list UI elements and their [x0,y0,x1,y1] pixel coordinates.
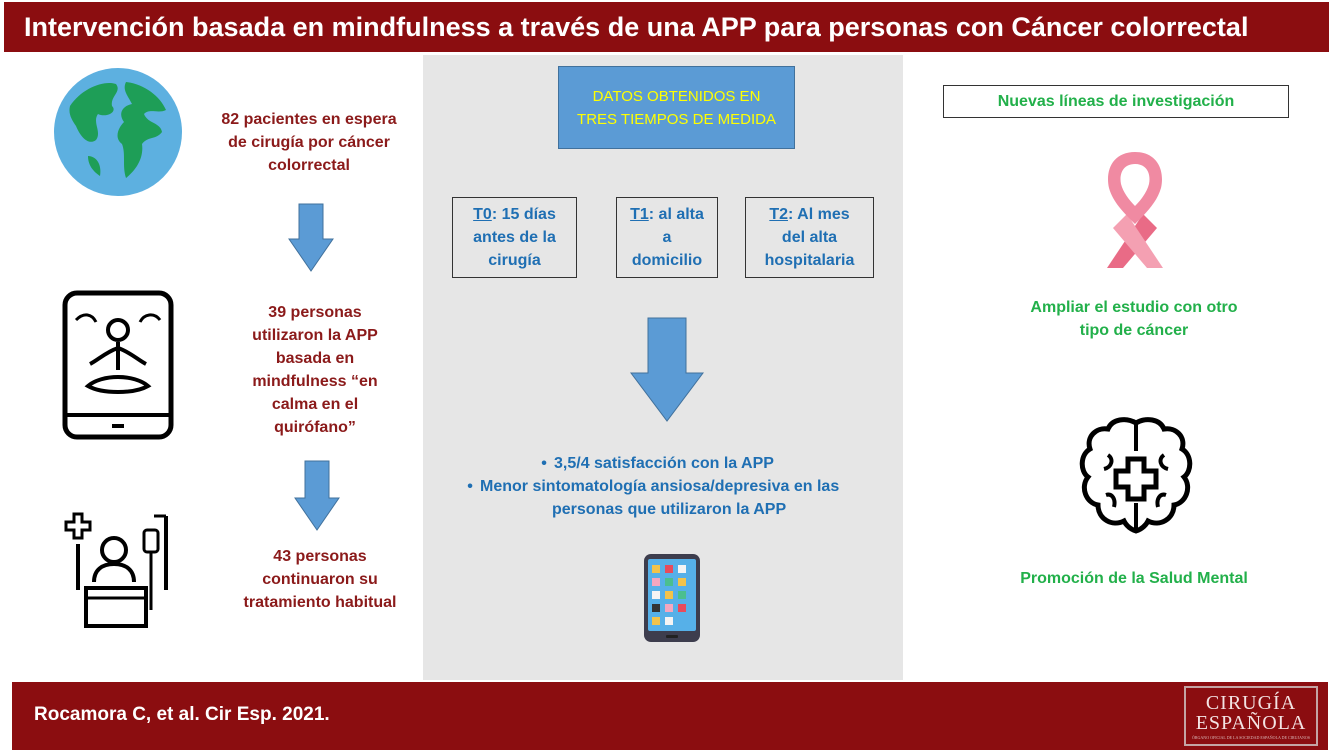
t2-box: T2: Al mes del alta hospitalaria [745,197,874,278]
meditation-tablet-icon [62,290,174,440]
research-title: Nuevas líneas de investigación [943,85,1289,118]
t2-code: T2 [769,206,788,223]
research-item-2: Promoción de la Salud Mental [1020,570,1248,587]
hospital-bed-icon [58,510,176,632]
list-item: personas que utilizaron la APP [552,501,787,518]
datos-box: DATOS OBTENIDOS EN TRES TIEMPOS DE MEDIDA [558,66,795,149]
globe-icon [52,66,184,198]
t0-code: T0 [473,206,492,223]
step3-text: 43 personas continuaron su tratamiento habitual [243,548,397,611]
t1-box: T1: al alta a domicilio [616,197,718,278]
smartphone-icon [643,553,701,643]
research-item-1: Ampliar el estudio con otro tipo de cáncer [1030,299,1238,339]
arrow-down-icon [630,317,704,423]
header-title: Intervención basada en mindfulness a través de una APP para personas con Cáncer colorrectal [4,2,1329,52]
results-list [460,452,880,521]
arrow-down-icon [294,460,340,532]
journal-logo: CIRUGÍA ESPAÑOLA ÓRGANO OFICIAL DE LA SOCIEDAD ESPAÑOLA DE CIRUJANOS [1184,686,1318,746]
step1-text: 82 pacientes en espera de cirugía por cáncer colorrectal [221,111,397,174]
citation: Rocamora C, et al. Cir Esp. 2021. [34,704,330,725]
list-item: • 3,5/4 satisfacción con la APP [541,455,774,472]
t0-box: T0: 15 días antes de la cirugía [452,197,577,278]
arrow-down-icon [288,203,334,273]
pink-ribbon-icon [1093,148,1177,270]
step2-text: 39 personas utilizaron la APP basada en mindfulness “en calma en el quirófano” [252,304,378,436]
brain-cross-icon [1078,415,1194,543]
list-item: • Menor sintomatología ansiosa/depresiva en las [467,478,840,495]
footer [12,682,1328,750]
t1-code: T1 [630,206,649,223]
